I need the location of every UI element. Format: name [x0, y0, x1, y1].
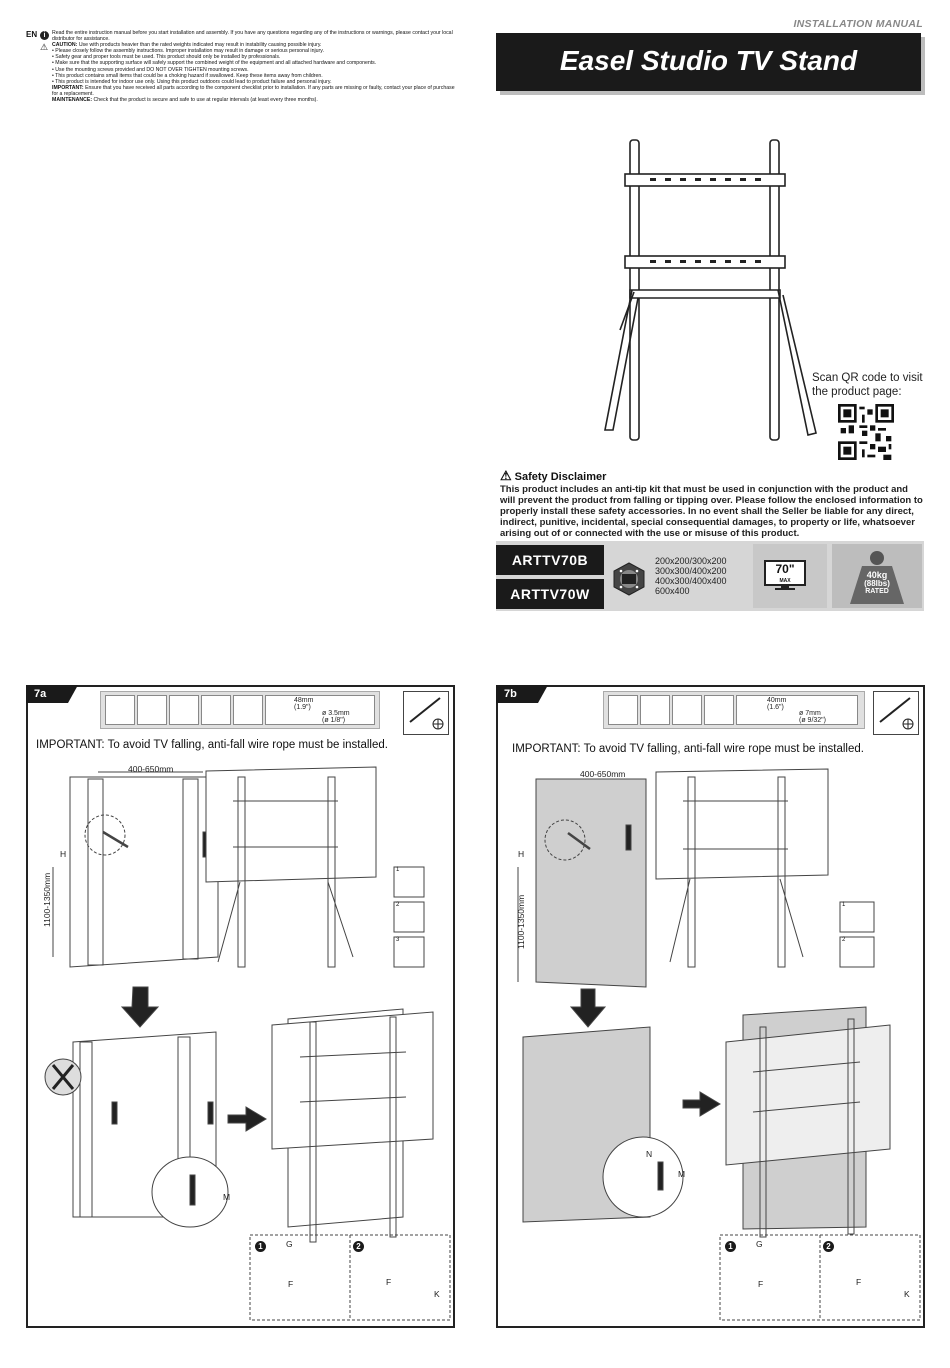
- drill-dia: ø 7mm: [799, 710, 821, 717]
- drill-icon: [736, 695, 858, 725]
- drill-dia-in: (ø 1/8"): [322, 717, 346, 724]
- warning-triangle-icon: ⚠: [500, 468, 512, 483]
- inset-2: 2: [396, 902, 400, 908]
- important-note: IMPORTANT: To avoid TV falling, anti-fall wire rope must be installed.: [512, 743, 864, 755]
- bullet-6: • This product is intended for indoor use only. Using this product outdoors could lead to product failure and personal injury.: [52, 78, 332, 85]
- level-icon: [704, 695, 734, 725]
- language-code: EN: [26, 30, 38, 39]
- letter-k: K: [434, 1289, 440, 1299]
- qr-code[interactable]: [838, 404, 894, 460]
- drill-dia: ø 3.5mm: [322, 710, 350, 717]
- drill-depth-in: (1.6"): [767, 704, 784, 711]
- safety-body: This product includes an anti-tip kit that must be used in conjunction with the product and will prevent the product from falling or tipping over. Please follow the enclosed information to properly install these safety accessories. In no event shall the Seller be liable for any direct, indirect, punitive, incidental, special consequential damages, to property or life, whatsoever arising out of or connected with the use or misuse of this product.: [500, 484, 923, 539]
- bullet-5: • This product contains small items that could be a choking hazard if swallowed. Keep these items away from children.: [52, 72, 323, 79]
- weight-kg: 40kg: [866, 570, 888, 580]
- vesa-list: [655, 556, 727, 596]
- drill-depth-in: (1.9"): [294, 704, 311, 711]
- drill-dia-in: (ø 9/32"): [799, 717, 826, 724]
- step-7b-illustration: [498, 757, 923, 1327]
- step-7b-panel: [496, 685, 925, 1328]
- weight-rated: RATED: [865, 588, 889, 595]
- step-7a-panel: [26, 685, 455, 1328]
- important-note: IMPORTANT: To avoid TV falling, anti-fall wire rope must be installed.: [36, 739, 388, 751]
- drill-depth: 40mm: [767, 697, 787, 704]
- pencil-icon: [201, 695, 231, 725]
- detail-number-1: 1: [725, 1241, 736, 1252]
- bullet-4: • Use the mounting screws provided and DO NOT OVER TIGHTEN mounting screws.: [52, 66, 249, 73]
- step-label: 7a: [26, 685, 68, 703]
- letter-h: H: [518, 849, 525, 859]
- letter-f-2: F: [856, 1277, 862, 1287]
- height-label: 1100-1350mm: [516, 894, 526, 949]
- detail-number-2: 2: [823, 1241, 834, 1252]
- letter-n: N: [646, 1149, 653, 1159]
- drill-depth: 48mm: [294, 697, 314, 704]
- important-line: IMPORTANT: Ensure that you have received all parts according to the component checklist prior to installation. If any parts are missing or faulty, contact your place of purchase for a replacement.: [52, 84, 455, 97]
- stud-finder-icon: [137, 695, 167, 725]
- letter-f-2: F: [386, 1277, 392, 1287]
- step-7a-illustration: [28, 757, 453, 1327]
- weight-lbs: (88lbs): [864, 579, 890, 588]
- warning-triangle-icon: ⚠: [40, 42, 49, 52]
- spacing-label: 400-650mm: [580, 769, 626, 779]
- height-label: 1100-1350mm: [42, 872, 52, 927]
- max-size-value: 70": [775, 562, 795, 576]
- tape-measure-icon: [640, 695, 670, 725]
- letter-m: M: [678, 1169, 686, 1179]
- letter-g: G: [286, 1239, 293, 1249]
- read-manual-text: Read the entire instruction manual before you start installation and assembly. If you have any questions regarding any of the instructions or warnings, please contact your local distributor for assistance.: [52, 30, 453, 43]
- letter-f: F: [288, 1279, 294, 1289]
- spacing-label: 400-650mm: [128, 764, 174, 774]
- vesa-line: 300x300/400x200: [655, 566, 727, 576]
- drill-icon: [265, 695, 375, 725]
- letter-m: M: [223, 1192, 231, 1202]
- model-black: ARTTV70B: [496, 545, 604, 575]
- inset-1: 1: [842, 902, 846, 908]
- inset-2: 2: [842, 937, 846, 943]
- model-white: ARTTV70W: [496, 579, 604, 609]
- bullet-1: • Please closely follow the assembly instructions. Improper installation may result in damage or serious personal injury.: [52, 48, 324, 55]
- vesa-line: 600x400: [655, 586, 690, 596]
- tools-strip: [603, 691, 865, 729]
- qr-caption: Scan QR code to visit the product page:: [812, 372, 923, 398]
- letter-f: F: [758, 1279, 764, 1289]
- max-size-label: MAX: [779, 578, 791, 584]
- wall-type-icon: [608, 695, 638, 725]
- stand-illustration: [590, 130, 820, 445]
- caution-line: CAUTION: Use with products heavier than the rated weights indicated may result in instability causing possible injury.: [52, 42, 322, 49]
- maintenance-line: MAINTENANCE: Check that the product is secure and safe to use at regular intervals (at least every three months).: [52, 97, 318, 104]
- page-title: Easel Studio TV Stand: [496, 33, 921, 91]
- vesa-line: 400x300/400x400: [655, 576, 727, 586]
- pencil-icon: [672, 695, 702, 725]
- bullet-2: • Safety gear and proper tools must be used. This product should only be installed by professionals.: [52, 54, 281, 61]
- vesa-pattern-icon: [612, 562, 646, 596]
- manual-label: INSTALLATION MANUAL: [793, 18, 923, 30]
- screwdriver-icon: [403, 691, 449, 735]
- step-label: 7b: [496, 685, 538, 703]
- screwdriver-icon: [873, 691, 919, 735]
- level-icon: [233, 695, 263, 725]
- warnings-block: [26, 30, 456, 103]
- bullet-3: • Make sure that the supporting surface will safely support the combined weight of the equipment and all attached hardware and components.: [52, 60, 377, 67]
- inset-1: 1: [396, 867, 400, 873]
- wall-type-icon: [105, 695, 135, 725]
- letter-g: G: [756, 1239, 763, 1249]
- detail-number-1: 1: [255, 1241, 266, 1252]
- tools-strip: [100, 691, 380, 729]
- info-icon: i: [40, 31, 49, 40]
- letter-k: K: [904, 1289, 910, 1299]
- vesa-line: 200x200/300x200: [655, 556, 727, 566]
- tape-measure-icon: [169, 695, 199, 725]
- safety-title: ⚠ Safety Disclaimer: [500, 468, 607, 483]
- letter-h: H: [60, 849, 67, 859]
- inset-3: 3: [396, 937, 400, 943]
- detail-number-2: 2: [353, 1241, 364, 1252]
